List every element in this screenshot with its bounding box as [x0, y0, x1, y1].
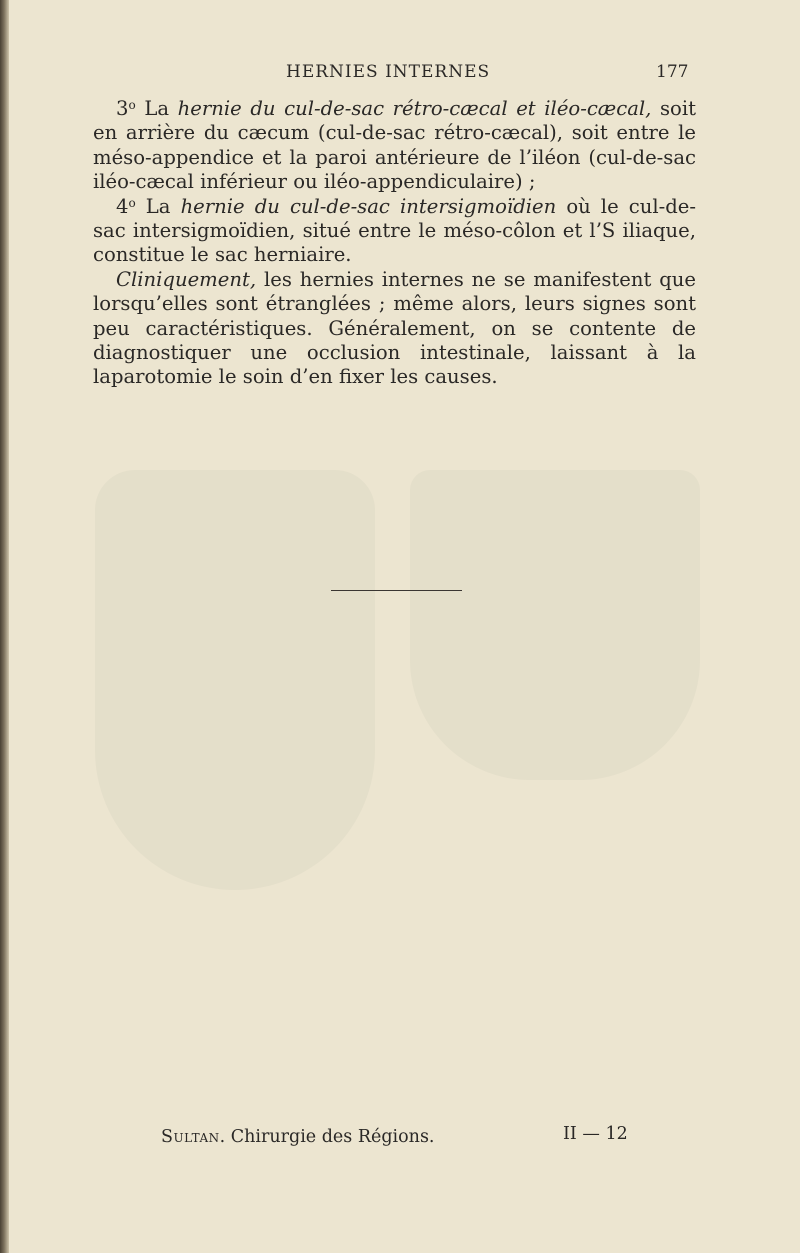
binding-edge: [0, 0, 9, 1253]
author-name: Sultan: [161, 1127, 220, 1147]
footer-book-title: [161, 1127, 435, 1147]
ordinal-suffix: o: [128, 195, 136, 210]
show-through-shape-left: [95, 470, 375, 890]
italic-term: hernie du cul-de-sac rétro-cæcal et iléo-cæcal,: [177, 97, 652, 120]
paragraph-lead: La: [135, 97, 178, 120]
body-text: [93, 97, 696, 390]
paragraph-text: les hernies internes ne se manifestent que lorsqu’elles sont étranglées ; même alors, leurs signes sont peu caractéristiques. Généralement, on se contente de diagnostiquer une occlusion intestinale, laissant à la laparotomie le soin d’en fixer les causes.: [93, 267, 696, 389]
paragraph-item-3: [93, 97, 696, 195]
signature-mark: II — 12: [563, 1124, 628, 1144]
show-through-shape-right: [410, 470, 700, 780]
paragraph-text: où le cul-de-sac intersigmoïdien, situé entre le méso-côlon et l’S iliaque, constitue le sac herniaire.: [93, 194, 696, 267]
running-title: HERNIES INTERNES: [286, 62, 491, 82]
italic-term: hernie du cul-de-sac intersigmoïdien: [180, 194, 557, 218]
section-end-rule: [331, 590, 462, 591]
page-number: 177: [656, 62, 689, 82]
paragraph-clinical: [93, 268, 696, 390]
ordinal-suffix: o: [128, 98, 136, 112]
paragraph-text: soit en arrière du cæcum (cul-de-sac rétro-cæcal), soit entre le méso-appendice et la paroi antérieure de l’iléon (cul-de-sac iléo-cæcal inférieur ou iléo-appendiculaire) ;: [93, 97, 696, 194]
item-number: 4: [116, 194, 129, 218]
book-title: . Chirurgie des Régions.: [219, 1127, 435, 1147]
paragraph-item-4: [93, 195, 696, 268]
paragraph-lead: La: [135, 194, 181, 218]
item-number: 3: [116, 97, 129, 120]
italic-term: Cliniquement,: [116, 267, 257, 291]
